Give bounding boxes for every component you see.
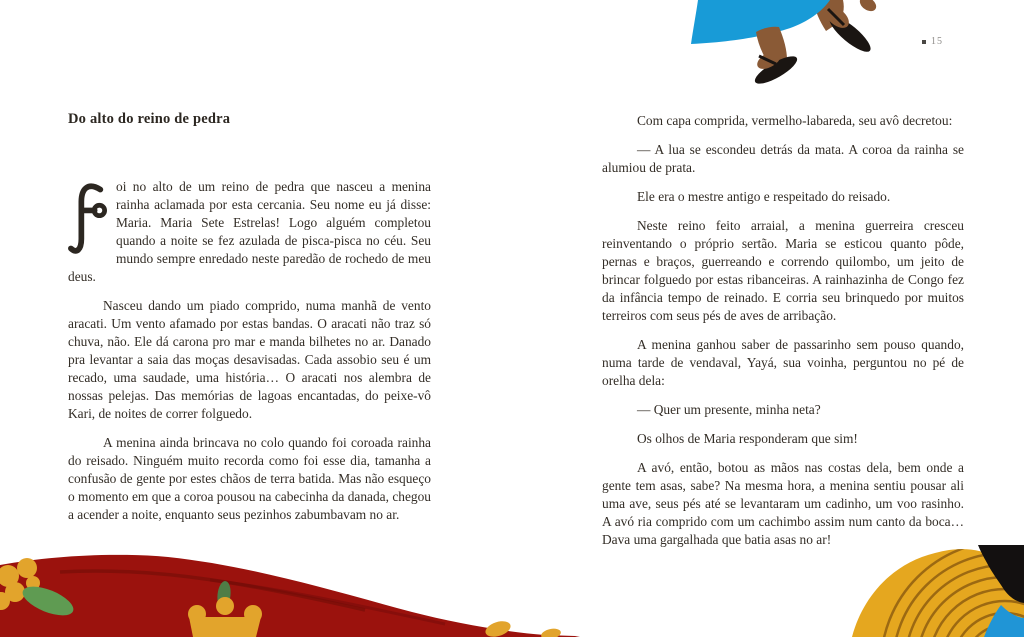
page-number-bullet-icon xyxy=(922,40,926,44)
paragraph-text: oi no alto de um reino de pedra que nasceu a menina rainha aclamada por esta cercania. Seu nome eu já disse: Maria. Maria Sete Estrelas! Logo alguém completou quando a noite se fez azulada de pisca-pisca no céu. Seu mundo sempre enredado neste paredão de rochedo de meu deus. xyxy=(68,179,431,284)
red-fabric-illustration xyxy=(0,548,580,637)
straw-hat-illustration xyxy=(820,545,1024,637)
yellow-petal-fragment xyxy=(540,627,562,637)
paragraph: A menina ganhou saber de passarinho sem pouso quando, numa tarde de vendaval, Yayá, sua voinha, perguntou no pé de orelha dela: xyxy=(602,337,964,388)
flying-girl-legs-illustration xyxy=(680,0,880,95)
paragraph: A menina ainda brincava no colo quando foi coroada rainha do reisado. Ninguém muito recorda como foi esse dia, tamanha a confusão de gente por estes chãos de terra batida. Mas não esqueço o momento em que a coroa pousou na cabecinha da danada, chegou a acender a noite, enquanto seus pezinhos zabumbavam no ar. xyxy=(68,435,431,522)
paragraph: Os olhos de Maria responderam que sim! xyxy=(637,431,858,446)
right-page-text-column xyxy=(602,112,964,560)
paragraph: A avó, então, botou as mãos nas costas dela, bem onde a gente tem asas, sabe? Na mesma hora, a menina sentiu pousar ali uma ave, seus pés até se levantaram um cadinho, um voo rasinho. A avó ria comprido com um cachimbo assim num canto da boca… Dava uma gargalhada que batia asas no ar! xyxy=(602,460,964,547)
left-page-text-column xyxy=(68,110,431,535)
paragraph: Ele era o mestre antigo e respeitado do reisado. xyxy=(637,189,891,204)
paragraph: — A lua se escondeu detrás da mata. A coroa da rainha se alumiou de prata. xyxy=(602,142,964,175)
page-number xyxy=(922,36,943,47)
paragraph: Nasceu dando um piado comprido, numa manhã de vento aracati. Um vento afamado por estas bandas. O aracati não traz só chuva, não. Ele dá carona pro mar e manda bilhetes no ar. Danado pra levantar a saia das moças desavisadas. Cada assobio seu é um recado, uma saudade, uma história… O aracati nos alembra de nossas pelejas. Das memórias de lagoas encantadas, do peixe-vô Kari, de noites de correr folguedo. xyxy=(68,298,431,421)
paragraph: Com capa comprida, vermelho-labareda, seu avô decretou: xyxy=(637,113,953,128)
paragraph: — Quer um presente, minha neta? xyxy=(637,402,821,417)
right-toes xyxy=(857,0,879,14)
paragraph: Neste reino feito arraial, a menina guerreira cresceu reinventando o próprio sertão. Maria se esticou quanto pôde, pernas e braços, guerreando e correndo quilombo, um jeito de brincar folguedo por estas ribanceiras. A rainhazinha de Congo fez da infância tempo de reinado. E corria seu brinquedo por muitos terreiros com seus pés de aves de arribação. xyxy=(602,218,964,323)
paragraph xyxy=(68,178,431,286)
page-number-value: 15 xyxy=(931,36,943,47)
dropcap-initial-f xyxy=(68,181,108,257)
chapter-title: Do alto do reino de pedra xyxy=(68,111,231,127)
